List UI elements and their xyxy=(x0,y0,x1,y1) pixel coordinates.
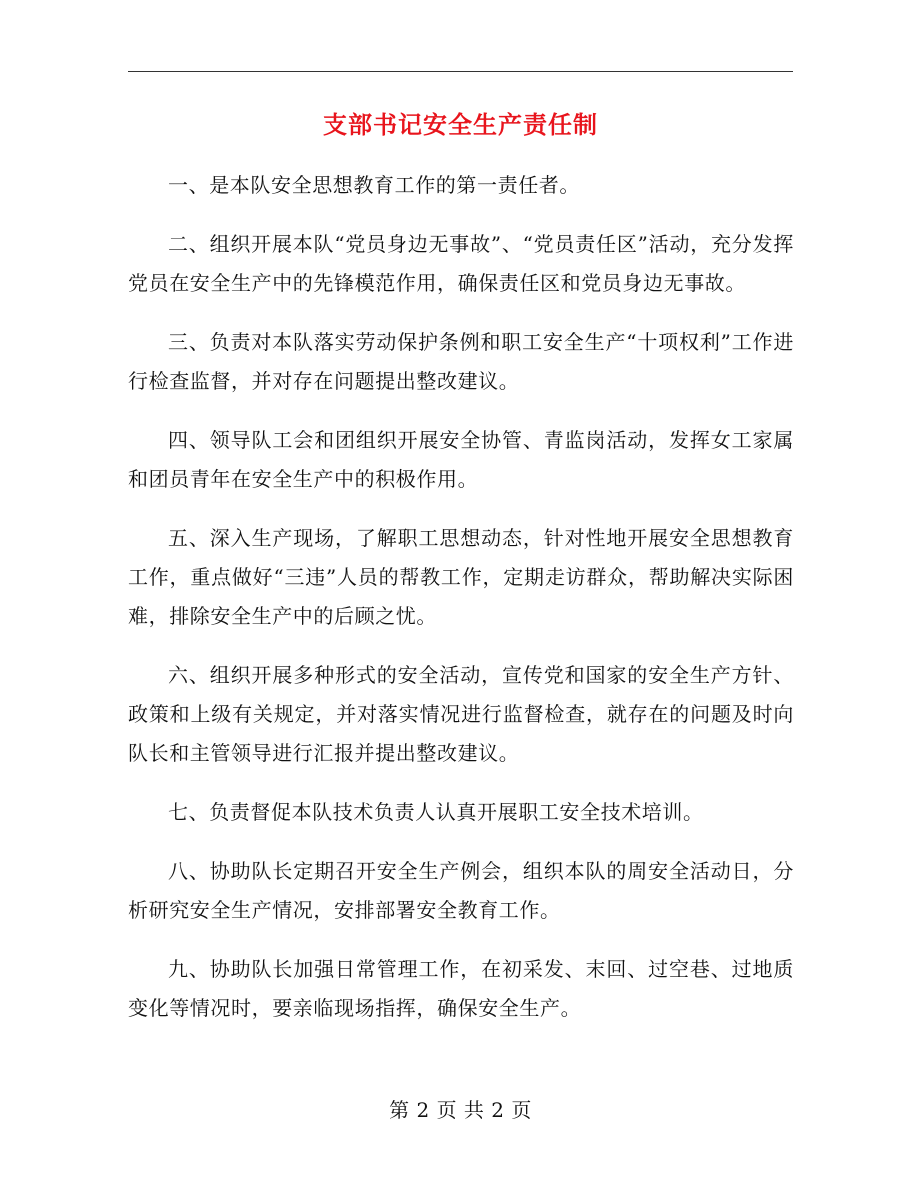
paragraph-1: 一、是本队安全思想教育工作的第一责任者。 xyxy=(168,173,580,197)
document-body xyxy=(128,166,794,1048)
paragraph-9: 九、协助队长加强日常管理工作，在初采发、末回、过空巷、过地质变化等情况时，要亲临现场指挥，确保安全生产。 xyxy=(128,957,794,1020)
paragraph-6: 六、组织开展多种形式的安全活动，宣传党和国家的安全生产方针、政策和上级有关规定，并对落实情况进行监督检查，就存在的问题及时向队长和主管领导进行汇报并提出整改建议。 xyxy=(128,663,794,765)
page-number-footer: 第 2 页 共 2 页 xyxy=(389,1098,532,1122)
paragraph-3: 三、负责对本队落实劳动保护条例和职工安全生产“十项权利”工作进行检查监督，并对存在问题提出整改建议。 xyxy=(128,330,794,393)
header-rule xyxy=(128,71,793,72)
paragraph-7: 七、负责督促本队技术负责人认真开展职工安全技术培训。 xyxy=(168,800,704,824)
paragraph-8: 八、协助队长定期召开安全生产例会，组织本队的周安全活动日，分析研究安全生产情况，安排部署安全教育工作。 xyxy=(128,859,794,922)
paragraph-4: 四、领导队工会和团组织开展安全协管、青监岗活动，发挥女工家属和团员青年在安全生产中的积极作用。 xyxy=(128,428,794,491)
document-title: 支部书记安全生产责任制 xyxy=(323,110,598,139)
paragraph-5: 五、深入生产现场，了解职工思想动态，针对性地开展安全思想教育工作，重点做好“三违”人员的帮教工作，定期走访群众，帮助解决实际困难，排除安全生产中的后顾之忧。 xyxy=(128,526,794,628)
paragraph-2: 二、组织开展本队“党员身边无事故”、“党员责任区”活动，充分发挥党员在安全生产中的先锋模范作用，确保责任区和党员身边无事故。 xyxy=(128,232,794,295)
